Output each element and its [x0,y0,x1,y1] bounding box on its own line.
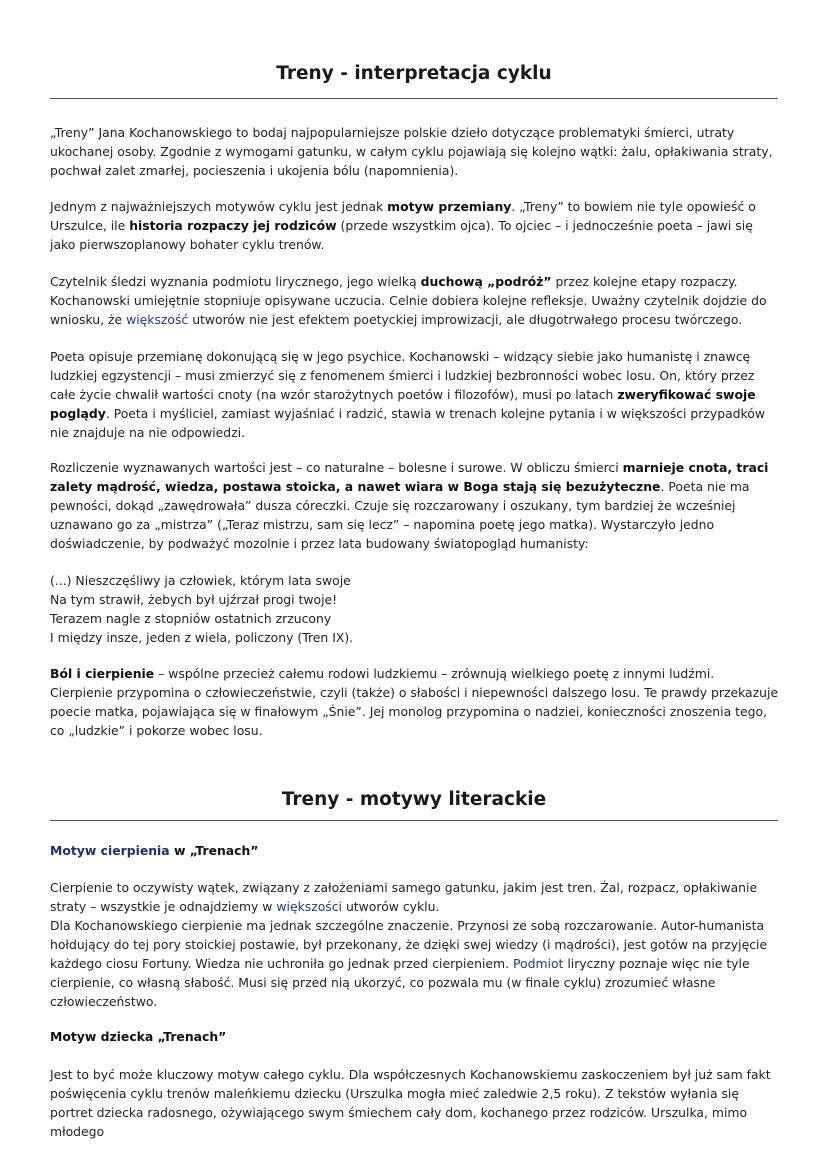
bold-phrase: marnieje cnota, traci zalety mądrość, wiedza, postawa stoicka, a nawet wiara w Boga stają się bezużyteczne [50,460,769,494]
text-run: Cierpienie to oczywisty wątek, związany z założeniami samego gatunku, jakim jest tren. Żal, rozpacz, opłakiwanie straty – wszystkie je odnajdziemy w [50,880,758,914]
text-run: Czytelnik śledzi wyznania podmiotu lirycznego, jego wielką [50,274,421,289]
text-run: przez kolejne etapy rozpaczy. Kochanowski umiejętnie stopniuje opisywane uczucia. Celnie dobiera kolejne refleksje. Uważny czytelnik dojdzie do wniosku, że [50,274,767,327]
paragraph [50,878,780,916]
paragraph [50,664,780,740]
text-run: (przede wszystkim ojca). To ojciec – i jednocześnie poeta – jawi się jako pierwszoplanowy bohater cyklu trenów. [50,218,753,252]
poem-quote [50,571,780,647]
bold-phrase: historia rozpaczy jej rodziców [129,218,337,233]
text-run: Rozliczenie wyznawanych wartości jest – co naturalne – bolesne i surowe. W obliczu śmierci [50,460,623,475]
heading-text: w „Trenach” [169,843,259,858]
paragraph [50,272,780,329]
text-run: utworów nie jest efektem poetyckiej improwizacji, ale długotrwałego procesu twórczego. [188,312,743,327]
text-run: liryczny poznaje więc nie tyle cierpienie, co własną słabość. Musi się przed nią ukorzyć, co pozwala mu (w finale cyklu) zrozumieć własne człowieczeństwo. [50,956,750,1009]
paragraph [50,347,780,442]
text-run: Poeta opisuje przemianę dokonującą się w jego psychice. Kochanowski – widzący siebie jako humanistę i znawcę ludzkiej egzystencji – musi zmierzyć się z fenomenem śmierci i ludzkiej bezbronności wobec losu. On, który przez całe życie chwalił wartości cnoty (na wzór starożytnych poetów i filozofów), musi po latach [50,349,755,402]
text-run: Jednym z najważniejszych motywów cyklu jest jednak [50,199,388,214]
link-wiekszosci[interactable]: większości [276,899,343,914]
subsection-heading [50,843,258,858]
paragraph [50,197,780,254]
paragraph [50,458,780,553]
link-motyw-cierpienia[interactable]: Motyw cierpienia [50,843,170,858]
subsection-heading: Motyw dziecka „Trenach” [50,1029,227,1044]
section-title: Treny - interpretacja cyklu [276,63,552,84]
poem-line: I między insze, jeden z wiela, policzony (Tren IX). [50,630,354,645]
poem-line: Na tym strawił, żebych był ujźrzał progi twoje! [50,592,338,607]
paragraph: Jest to być może kluczowy motyw całego cyklu. Dla współczesnych Kochanowskiemu zaskoczeniem był już sam fakt poświęcenia cyklu trenów maleńkiemu dziecku (Urszulka mogła mieć zaledwie 2,5 roku). Z tekstów wyłania się portret dziecka radosnego, ożywiającego swym śmiechem cały dom, kochanego przez rodziców. Urszulka, mimo młodego [50,1067,771,1139]
title-divider [50,820,778,821]
poem-line: (...) Nieszczęśliwy ja człowiek, którym lata swoje [50,573,351,588]
bold-phrase: motyw przemiany [387,199,512,214]
title-divider [50,98,778,99]
link-podmiot[interactable]: Podmiot [512,956,564,971]
bold-phrase: zweryfikować swoje poglądy [50,387,756,421]
text-run: . „Treny” to bowiem nie tyle opowieść o Urszulce, ile [50,199,756,233]
text-run: Dla Kochanowskiego cierpienie ma jednak szczególne znaczenie. Przynosi ze sobą rozczarowanie. Autor-humanista hołdujący do tej pory stoickiej postawie, był przekonany, że dzięki swej wiedzy (i mądrości), jest gotów na przyjęcie każdego ciosu Fortuny. Wiedza nie uchroniła go jednak przed cierpieniem. [50,918,768,971]
paragraph: „Treny” Jana Kochanowskiego to bodaj najpopularniejsze polskie dzieło dotyczące problematyki śmierci, utraty ukochanej osoby. Zgodnie z wymogami gatunku, w całym cyklu pojawiają się kolejno wątki: żalu, opłakiwania straty, pochwał zalet zmarłej, pocieszenia i ukojenia bólu (napomnienia). [50,125,773,178]
text-run: utworów cyklu. [342,899,440,914]
poem-line: Terazem nagle z stopniów ostatnich zrzucony [50,611,332,626]
bold-phrase: duchową „podróż” [420,274,552,289]
text-run: . Poeta i myśliciel, zamiast wyjaśniać i radzić, stawia w trenach kolejne pytania i w większości przypadków nie znajduje na nie odpowiedzi. [50,406,765,440]
text-run: – wspólne przecież całemu rodowi ludzkiemu – zrównują wielkiego poetę z innymi ludźmi. Cierpienie przypomina o człowieczeństwie, czyli (także) o słabości i niepewności dalszego losu. Te prawdy przekazuje poecie matka, pojawiająca się w finałowym „Śnie”. Jej monolog przypomina o nadziei, konieczności znoszenia tego, co „ludzkie” i pokorze wobec losu. [50,666,779,738]
paragraph [50,916,780,1011]
section-title: Treny - motywy literackie [281,789,547,810]
link-wiekszosc[interactable]: większość [126,312,189,327]
bold-phrase: Ból i cierpienie [50,666,155,681]
text-run: . Poeta nie ma pewności, dokąd „zawędrowała” dusza córeczki. Czuje się rozczarowany i oszukany, tym bardziej że wcześniej uznawano go za „mistrza” („Teraz mistrzu, sam się lecz” – napomina poetę jego matka). Wystarczyło jedno doświadczenie, by podważyć mozolnie i przez lata budowany światopogląd humanisty: [50,479,750,551]
